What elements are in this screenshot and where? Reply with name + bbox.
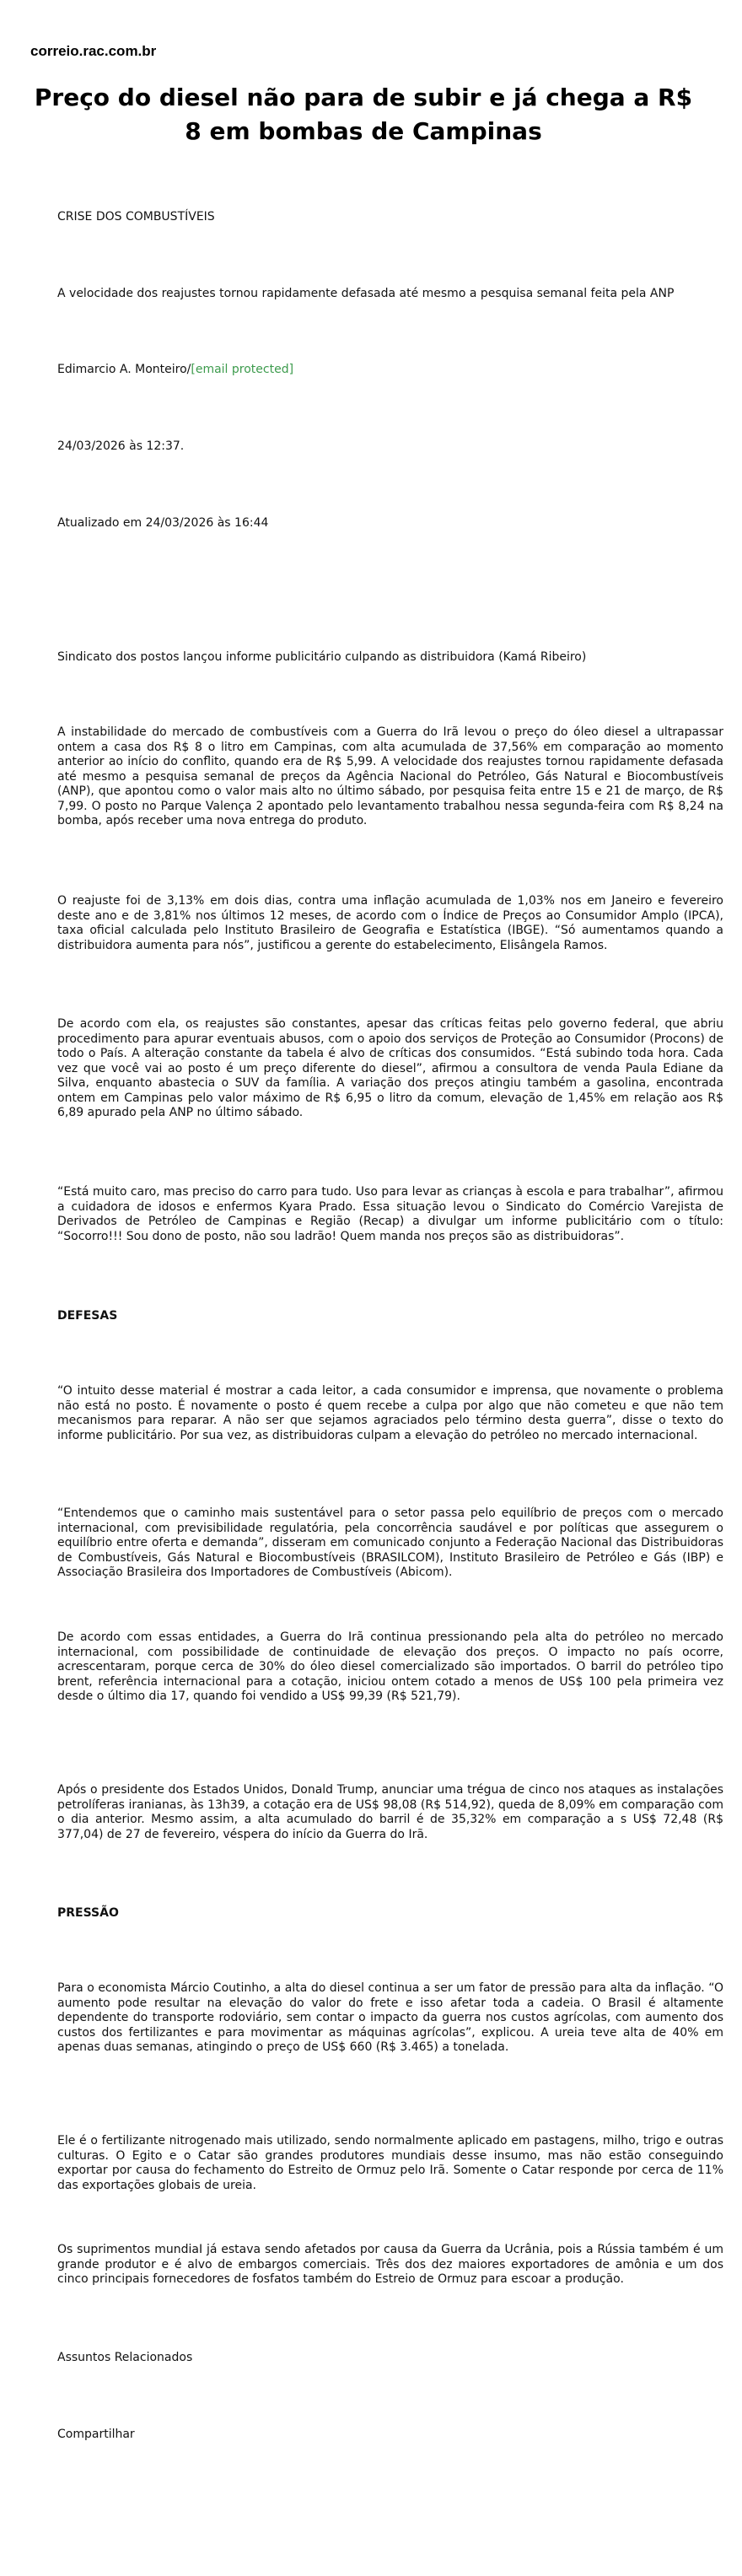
kicker: CRISE DOS COMBUSTÍVEIS bbox=[57, 210, 215, 224]
article-paragraph: De acordo com essas entidades, a Guerra do Irã continua pressionando pela alta do petróleo no mercado internacional, com possibilidade de continuidade de elevação dos preços. O impacto no país ocorre, acrescentaram, porque cerca de 30% do óleo diesel comercializado são importados. O barril do petróleo tipo brent, referência internacional para a cotação, iniciou ontem cotado a menos de US$ 100 pela primeira vez desde o último dia 17, quando foi vendido a US$ 99,39 (R$ 521,79). bbox=[57, 1630, 723, 1703]
article-paragraph: De acordo com ela, os reajustes são constantes, apesar das críticas feitas pelo governo federal, que abriu procedimento para apurar eventuais abusos, com o apoio dos serviços de Proteção ao Consumidor (Procons) de todo o País. A alteração constante da tabela é alvo de críticas dos consumidos. “Está subindo toda hora. Cada vez que você vai ao posto é um preço diferente do diesel”, afirmou a consultora de venda Paula Ediane da Silva, enquanto abastecia o SUV da família. A variação dos preços atingiu também a gasolina, encontrada ontem em Campinas pelo valor máximo de R$ 6,95 o litro da comum, elevação de 1,45% em relação aos R$ 6,89 apurado pela ANP no último sábado. bbox=[57, 1017, 723, 1119]
article-paragraph: A instabilidade do mercado de combustíveis com a Guerra do Irã levou o preço do óleo diesel a ultrapassar ontem a casa dos R$ 8 o litro em Campinas, com alta acumulada de 37,56% em comparação ao momento anterior ao início do conflito, quando era de R$ 5,99. A velocidade dos reajustes tornou rapidamente defasada até mesmo a pesquisa semanal de preços da Agência Nacional do Petróleo, Gás Natural e Biocombustíveis (ANP), que apontou como o valor mais alto no último sábado, por pesquisa feita entre 15 e 21 de março, de R$ 7,99. O posto no Parque Valença 2 apontado pelo levantamento trabalhou nessa segunda-feira com R$ 8,24 na bomba, após receber uma nova entrega do produto. bbox=[57, 725, 723, 827]
author-name: Edimarcio A. Monteiro/ bbox=[57, 363, 191, 376]
article-paragraph: Para o economista Márcio Coutinho, a alta do diesel continua a ser um fator de pressão para alta da inflação. “O aumento pode resultar na elevação do valor do frete e isso afetar toda a cadeia. O Brasil é altamente dependente do transporte rodoviário, sem contar o impacto da guerra nos custos agrícolas, com aumento dos custos dos fertilizantes e para movimentar as máquinas agrícolas”, explicou. A ureia teve alta de 40% em apenas duas semanas, atingindo o preço de US$ 660 (R$ 3.465) a tonelada. bbox=[57, 1981, 723, 2054]
headline: Preço do diesel não para de subir e já chega a R$ 8 em bombas de Campinas bbox=[34, 84, 693, 145]
article-paragraph: Ele é o fertilizante nitrogenado mais utilizado, sendo normalmente aplicado em pastagens, milho, trigo e outras culturas. O Egito e o Catar são grandes produtores mundiais desse insumo, mas não estão conseguindo exportar por causa do fechamento do Estreito de Ormuz pelo Irã. Somente o Catar responde por cerca de 11% das exportações globais de ureia. bbox=[57, 2134, 723, 2192]
section-heading-pressao: PRESSÃO bbox=[57, 1906, 119, 1920]
related-topics-link[interactable]: Assuntos Relacionados bbox=[57, 2351, 193, 2364]
article-paragraph: “Entendemos que o caminho mais sustentável para o setor passa pelo equilíbrio de preços com o mercado internacional, com previsibilidade regulatória, pela concorrência saudável e por políticas que assegurem o equilíbrio entre oferta e demanda”, disseram em comunicado conjunto a Federação Nacional das Distribuidoras de Combustíveis, Gás Natural e Biocombustíveis (BRASILCOM), Instituto Brasileiro de Petróleo e Gás (IBP) e Associação Brasileira dos Importadores de Combustíveis (Abicom). bbox=[57, 1506, 723, 1579]
section-heading-defesas: DEFESAS bbox=[57, 1309, 118, 1323]
author-email-link[interactable]: [email protected] bbox=[191, 363, 294, 376]
subtitle: A velocidade dos reajustes tornou rapidamente defasada até mesmo a pesquisa semanal feita pela ANP bbox=[57, 287, 675, 300]
article-paragraph: “O intuito desse material é mostrar a cada leitor, a cada consumidor e imprensa, que novamente o problema não está no posto. É novamente o posto é quem recebe a culpa por algo que não cometeu e que não tem mecanismos para reparar. A não ser que sejamos agraciados pelo término desta guerra”, disse o texto do informe publicitário. Por sua vez, as distribuidoras culpam a elevação do petróleo no mercado internacional. bbox=[57, 1384, 723, 1442]
publish-date: 24/03/2026 às 12:37. bbox=[57, 439, 185, 453]
article-paragraph: Os suprimentos mundiaI já estava sendo afetados por causa da Guerra da Ucrânia, pois a Rússia também é um grande produtor e é alvo de embargos comerciais. Três dos dez maiores exportadores de amônia e um dos cinco principais fornecedores de fosfatos também do Estreio de Ormuz para escoar a produção. bbox=[57, 2243, 723, 2286]
article-paragraph: O reajuste foi de 3,13% em dois dias, contra uma inflação acumulada de 1,03% nos em Janeiro e fevereiro deste ano e de 3,81% nos últimos 12 meses, de acordo com o Índice de Preços ao Consumidor Amplo (IPCA), taxa oficial calculada pelo Instituto Brasileiro de Geografia e Estatística (IBGE). “Só aumentamos quando a distribuidora aumenta para nós”, justificou a gerente do estabelecimento, Elisângela Ramos. bbox=[57, 894, 723, 952]
byline bbox=[57, 363, 723, 378]
share-link[interactable]: Compartilhar bbox=[57, 2428, 135, 2441]
update-date: Atualizado em 24/03/2026 às 16:44 bbox=[57, 516, 269, 530]
article-paragraph: Após o presidente dos Estados Unidos, Donald Trump, anunciar uma trégua de cinco nos ataques as instalações petrolíferas iranianas, às 13h39, a cotação era de US$ 98,08 (R$ 514,92), queda de 8,09% em comparação com o dia anterior. Mesmo assim, a alta acumulado do barril é de 35,32% em comparação a s US$ 72,48 (R$ 377,04) de 27 de fevereiro, véspera do início da Guerra do Irã. bbox=[57, 1783, 723, 1841]
article-paragraph: “Está muito caro, mas preciso do carro para tudo. Uso para levar as crianças à escola e para trabalhar”, afirmou a cuidadora de idosos e enfermos Kyara Prado. Essa situação levou o Sindicato do Comércio Varejista de Derivados de Petróleo de Campinas e Região (Recap) a divulgar um informe publicitário com o título: “Socorro!!! Sou dono de posto, não sou ladrão! Quem manda nos preços são as distribuidoras”. bbox=[57, 1185, 723, 1243]
site-name[interactable]: correio.rac.com.br bbox=[30, 43, 157, 59]
image-caption: Sindicato dos postos lançou informe publicitário culpando as distribuidora (Kamá Ribeiro) bbox=[57, 650, 587, 664]
